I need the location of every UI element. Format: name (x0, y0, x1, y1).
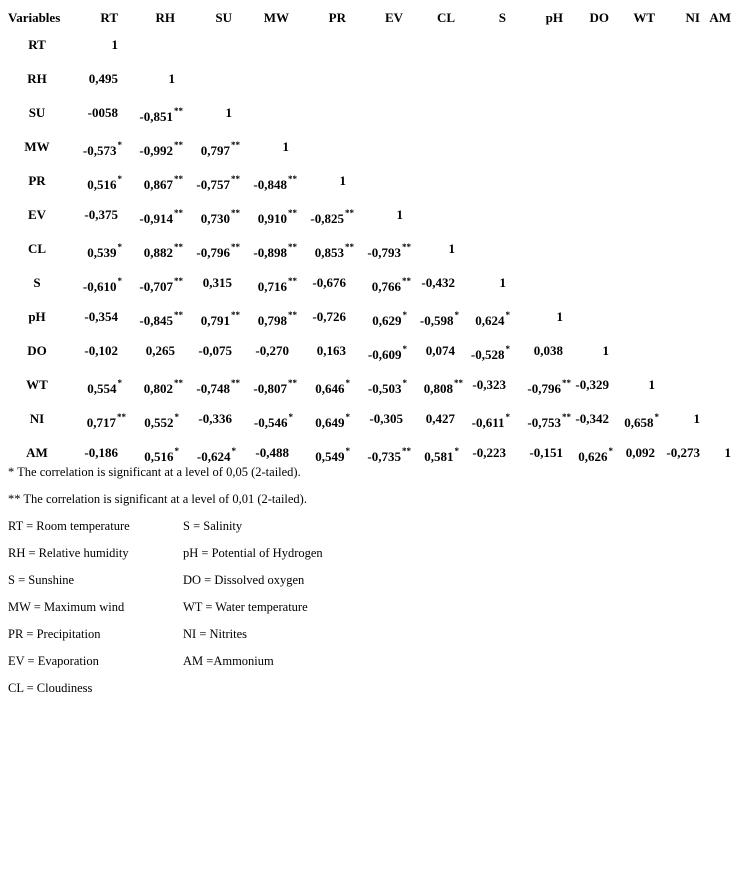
row-label-mw: MW (24, 139, 50, 154)
significance-marker: * (174, 445, 179, 456)
table-cell: 1 (111, 37, 118, 52)
row-label-rh: RH (27, 71, 47, 86)
column-header-wt: WT (633, 10, 655, 25)
row-label-s: S (33, 275, 41, 290)
table-cell: 0,658* (624, 411, 659, 430)
significance-marker: * (505, 309, 510, 320)
table-cell: 0,797** (200, 139, 240, 158)
legend-item-mw: MW = Maximum wind (8, 600, 125, 614)
significance-note-001: ** The correlation is significant at a level of 0,01 (2-tailed). (8, 492, 307, 506)
legend-item-am: AM =Ammonium (183, 654, 274, 668)
table-cell: 1 (499, 275, 506, 290)
legend-item-ev: EV = Evaporation (8, 654, 99, 668)
table-cell: 0,495 (88, 71, 118, 86)
table-cell: 0,626* (578, 445, 613, 464)
legend-item-wt: WT = Water temperature (183, 600, 308, 614)
table-cell: -0,735** (367, 445, 411, 464)
table-cell: -0,624* (196, 445, 236, 464)
significance-marker: ** (174, 275, 183, 286)
table-cell: 0,791** (200, 309, 240, 328)
column-header-ni: NI (685, 10, 700, 25)
table-cell: -0,375 (84, 207, 118, 222)
table-cell: -0,323 (472, 377, 506, 392)
table-cell: -0,610* (82, 275, 122, 294)
significance-marker: * (402, 377, 407, 388)
table-cell: 0,798** (257, 309, 297, 328)
table-cell: -0,753** (527, 411, 571, 430)
table-cell: -0,528* (470, 343, 510, 362)
significance-marker: ** (174, 173, 183, 184)
table-cell: 0,539* (87, 241, 122, 260)
significance-marker: * (174, 411, 179, 422)
table-cell: 0,552* (144, 411, 179, 430)
significance-marker: ** (454, 377, 463, 388)
significance-marker: * (345, 445, 350, 456)
table-cell: -0,305 (369, 411, 403, 426)
table-cell: -0,757** (196, 173, 240, 192)
table-cell: 0,074 (425, 343, 455, 358)
table-cell: -0,793** (367, 241, 411, 260)
table-cell: 1 (693, 411, 700, 426)
table-cell: 0,581* (424, 445, 459, 464)
table-cell: -0,796** (527, 377, 571, 396)
table-cell: 0,516* (87, 173, 122, 192)
table-cell: 0,265 (145, 343, 175, 358)
table-cell: 0,092 (625, 445, 655, 460)
table-cell: -0,609* (367, 343, 407, 362)
significance-marker: * (117, 173, 122, 184)
significance-marker: * (608, 445, 613, 456)
legend-item-cl: CL = Cloudiness (8, 681, 93, 695)
significance-marker: ** (174, 105, 183, 116)
table-cell: -0,354 (84, 309, 118, 324)
significance-marker: ** (174, 207, 183, 218)
table-cell: -0,546* (253, 411, 293, 430)
row-label-ni: NI (29, 411, 45, 426)
significance-marker: * (345, 411, 350, 422)
table-cell: 0,163 (316, 343, 346, 358)
significance-marker: ** (288, 173, 297, 184)
significance-marker: ** (402, 241, 411, 252)
corner-header-variables: Variables (8, 10, 61, 25)
significance-marker: ** (562, 411, 571, 422)
legend-item-do: DO = Dissolved oxygen (183, 573, 305, 587)
table-cell: 0,882** (143, 241, 183, 260)
table-cell: 0,808** (423, 377, 463, 396)
significance-marker: * (288, 411, 293, 422)
table-cell: -0,075 (198, 343, 232, 358)
table-cell: -0,336 (198, 411, 232, 426)
significance-marker: ** (231, 241, 240, 252)
table-cell: -0,488 (255, 445, 289, 460)
significance-marker: * (117, 139, 122, 150)
table-cell: -0,796** (196, 241, 240, 260)
significance-marker: ** (231, 173, 240, 184)
table-cell: 1 (448, 241, 455, 256)
table-cell: -0,848** (253, 173, 297, 192)
significance-marker: ** (174, 377, 183, 388)
table-cell: -0,676 (312, 275, 346, 290)
significance-marker: ** (117, 411, 126, 422)
table-cell: -0,432 (421, 275, 455, 290)
table-cell: -0,707** (139, 275, 183, 294)
column-header-cl: CL (436, 10, 455, 25)
table-cell: 0,629* (372, 309, 407, 328)
column-header-mw: MW (263, 10, 289, 25)
significance-marker: ** (288, 207, 297, 218)
significance-marker: * (454, 309, 459, 320)
table-cell: -0,748** (196, 377, 240, 396)
table-cell: 1 (168, 71, 175, 86)
table-cell: -0,898** (253, 241, 297, 260)
significance-marker: ** (288, 241, 297, 252)
row-label-am: AM (26, 445, 48, 460)
significance-marker: ** (288, 309, 297, 320)
table-cell: 1 (648, 377, 655, 392)
column-header-rt: RT (100, 10, 118, 25)
table-cell: 1 (396, 207, 403, 222)
significance-marker: * (402, 309, 407, 320)
column-header-do: DO (589, 10, 609, 25)
row-label-cl: CL (27, 241, 47, 256)
table-cell: -0,503* (367, 377, 407, 396)
table-cell: 1 (556, 309, 563, 324)
table-cell: -0058 (87, 105, 118, 120)
legend-item-rh: RH = Relative humidity (8, 546, 129, 560)
row-label-su: SU (28, 105, 46, 120)
column-header-am: AM (709, 10, 731, 25)
significance-marker: ** (345, 241, 354, 252)
significance-note-005: * The correlation is significant at a level of 0,05 (2-tailed). (8, 465, 301, 479)
legend-item-pr: PR = Precipitation (8, 627, 101, 641)
table-cell: -0,845** (139, 309, 183, 328)
legend-item-su: S = Sunshine (8, 573, 75, 587)
significance-marker: * (117, 241, 122, 252)
significance-marker: ** (174, 139, 183, 150)
table-cell: 0,730** (200, 207, 240, 226)
significance-marker: ** (231, 377, 240, 388)
significance-marker: * (454, 445, 459, 456)
table-cell: 0,315 (202, 275, 232, 290)
significance-marker: ** (402, 275, 411, 286)
table-cell: 0,646* (315, 377, 350, 396)
table-cell: 1 (282, 139, 289, 154)
significance-marker: * (231, 445, 236, 456)
significance-marker: ** (231, 309, 240, 320)
legend-item-rt: RT = Room temperature (8, 519, 130, 533)
table-cell: -0,273 (666, 445, 700, 460)
row-label-rt: RT (28, 37, 46, 52)
table-cell: 0,624* (475, 309, 510, 328)
table-cell: -0,186 (84, 445, 118, 460)
significance-marker: ** (288, 275, 297, 286)
table-cell: -0,329 (575, 377, 609, 392)
significance-marker: * (654, 411, 659, 422)
significance-marker: ** (231, 139, 240, 150)
column-header-pr: PR (328, 10, 346, 25)
column-header-ph: pH (545, 10, 563, 25)
table-cell: -0,992** (139, 139, 183, 158)
table-cell: -0,726 (312, 309, 346, 324)
row-label-pr: PR (28, 173, 46, 188)
significance-marker: ** (174, 309, 183, 320)
column-header-rh: RH (155, 10, 175, 25)
table-cell: -0,151 (529, 445, 563, 460)
column-header-s: S (498, 10, 506, 25)
table-cell: 1 (225, 105, 232, 120)
table-cell: 0,038 (533, 343, 563, 358)
significance-marker: * (117, 275, 122, 286)
table-cell: 0,554* (87, 377, 122, 396)
table-cell: 0,649* (315, 411, 350, 430)
table-cell: 1 (602, 343, 609, 358)
table-cell: 1 (724, 445, 731, 460)
significance-marker: ** (231, 207, 240, 218)
significance-marker: * (505, 411, 510, 422)
table-cell: -0,270 (255, 343, 289, 358)
table-cell: -0,102 (84, 343, 118, 358)
table-cell: -0,807** (253, 377, 297, 396)
table-cell: 0,867** (143, 173, 183, 192)
table-cell: 0,766** (371, 275, 411, 294)
table-cell: 0,853** (314, 241, 354, 260)
table-cell: 0,910** (257, 207, 297, 226)
legend-item-s: S = Salinity (183, 519, 243, 533)
significance-marker: * (117, 377, 122, 388)
table-cell: 0,717** (86, 411, 126, 430)
table-cell: -0,342 (575, 411, 609, 426)
significance-marker: * (345, 377, 350, 388)
table-cell: 1 (339, 173, 346, 188)
row-label-wt: WT (26, 377, 48, 392)
significance-marker: ** (288, 377, 297, 388)
row-label-ev: EV (27, 207, 47, 222)
legend-item-ni: NI = Nitrites (183, 627, 247, 641)
table-cell: 0,802** (143, 377, 183, 396)
table-cell: 0,549* (315, 445, 350, 464)
table-cell: -0,914** (139, 207, 183, 226)
table-cell: -0,851** (139, 105, 183, 124)
row-label-do: DO (27, 343, 47, 358)
significance-marker: ** (562, 377, 571, 388)
column-header-su: SU (215, 10, 232, 25)
significance-marker: * (505, 343, 510, 354)
significance-marker: * (402, 343, 407, 354)
table-cell: -0,611* (471, 411, 510, 430)
table-cell: -0,223 (472, 445, 506, 460)
column-header-ev: EV (384, 10, 403, 25)
significance-marker: ** (402, 445, 411, 456)
table-cell: 0,516* (144, 445, 179, 464)
significance-marker: ** (174, 241, 183, 252)
table-cell: 0,427 (425, 411, 455, 426)
row-label-ph: pH (28, 309, 46, 324)
table-cell: -0,825** (310, 207, 354, 226)
table-cell: 0,716** (257, 275, 297, 294)
significance-marker: ** (345, 207, 354, 218)
legend-item-ph: pH = Potential of Hydrogen (183, 546, 323, 560)
table-cell: -0,573* (82, 139, 122, 158)
table-cell: -0,598* (419, 309, 459, 328)
